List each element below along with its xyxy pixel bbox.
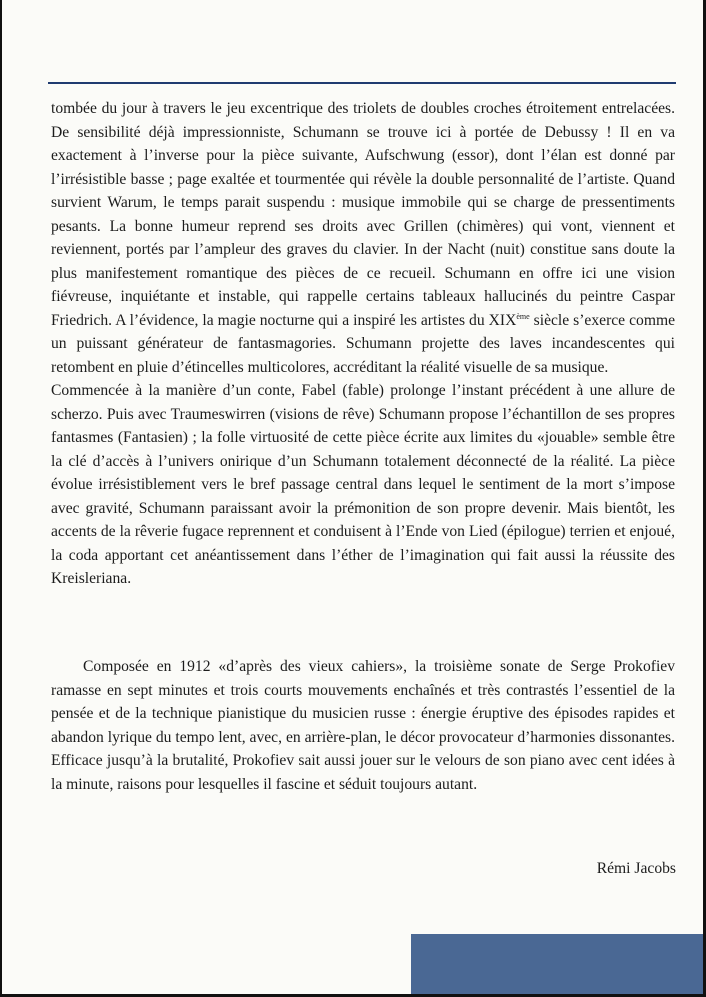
superscript-eme: ème (516, 311, 530, 321)
paragraph-text-part: siècle s’exerce comme un puissant générateur de fantasmagories. Schumann projette des laves incandescentes qui retombent en pluie d’étincelles multicolores, accréditant la réalité visuelle de sa musique. Commencée à la manière d’un conte, Fabel (fable) prolonge l’instant précédent à une allure de scherzo. Puis avec Traumeswirren (visions de rêve) Schumann propose l’échantillon de ses propres fantasmes (Fantasien) ; la folle virtuosité de cette pièce écrite aux limites du «jouable» semble être la clé d’accès à l’univers onirique d’un Schumann totalement déconnecté de la réalité. La pièce évolue irrésistiblement vers le bref passage central dans lequel le sentiment de la mort s’impose avec gravité, Schumann paraissant avoir la prémonition de son propre devenir. Mais bientôt, les accents de la rêverie fugace reprennent et conduisent à l’Ende von Lied (épilogue) terrien et enjoué, la coda apportant cet anéantissement dans l’éther de l’imagination qui fait aussi la réussite des Kreisleriana. (51, 311, 675, 587)
paragraph-text-part: tombée du jour à travers le jeu excentrique des triolets de doubles croches étroitement entrelacées. De sensibilité déjà impressionniste, Schumann se trouve ici à portée de Debussy ! Il en va exactement à l’inverse pour la pièce suivante, Aufschwung (essor), dont l’élan est donné par l’irrésistible basse ; page exaltée et tourmentée qui révèle la double personnalité de l’artiste. Quand survient Warum, le temps parait suspendu : musique immobile qui se charge de pressentiments pesants. La bonne humeur reprend ses droits avec Grillen (chimères) qui vont, viennent et reviennent, portés par l’ampleur des graves du clavier. In der Nacht (nuit) constitue sans doute la plus manifestement romantique des pièces de ce recueil. Schumann en offre ici une vision fiévreuse, inquiétante et instable, qui rappelle certains tableaux hallucinés du peintre Caspar Friedrich. A l’évidence, la magie nocturne qui a inspiré les artistes du XIX (51, 100, 675, 329)
corner-color-block (411, 934, 703, 994)
author-signature: Rémi Jacobs (596, 860, 676, 877)
body-paragraph-schumann (51, 97, 675, 591)
header-rule (48, 82, 676, 84)
body-paragraph-prokofiev: Composée en 1912 «d’après des vieux cahiers», la troisième sonate de Serge Prokofiev ramasse en sept minutes et trois courts mouvements enchaînés et très contrastés l’essentiel de la pensée et de la technique pianistique du musicien russe : énergie éruptive des épisodes rapides et abandon lyrique du tempo lent, avec, en arrière-plan, le décor provocateur d’harmonies dissonantes. Efficace jusqu’à la brutalité, Prokofiev sait aussi jouer sur le velours de son piano avec cent idées à la minute, raisons pour lesquelles il fascine et séduit toujours autant. (51, 658, 675, 793)
scan-edge-left (0, 0, 2, 997)
